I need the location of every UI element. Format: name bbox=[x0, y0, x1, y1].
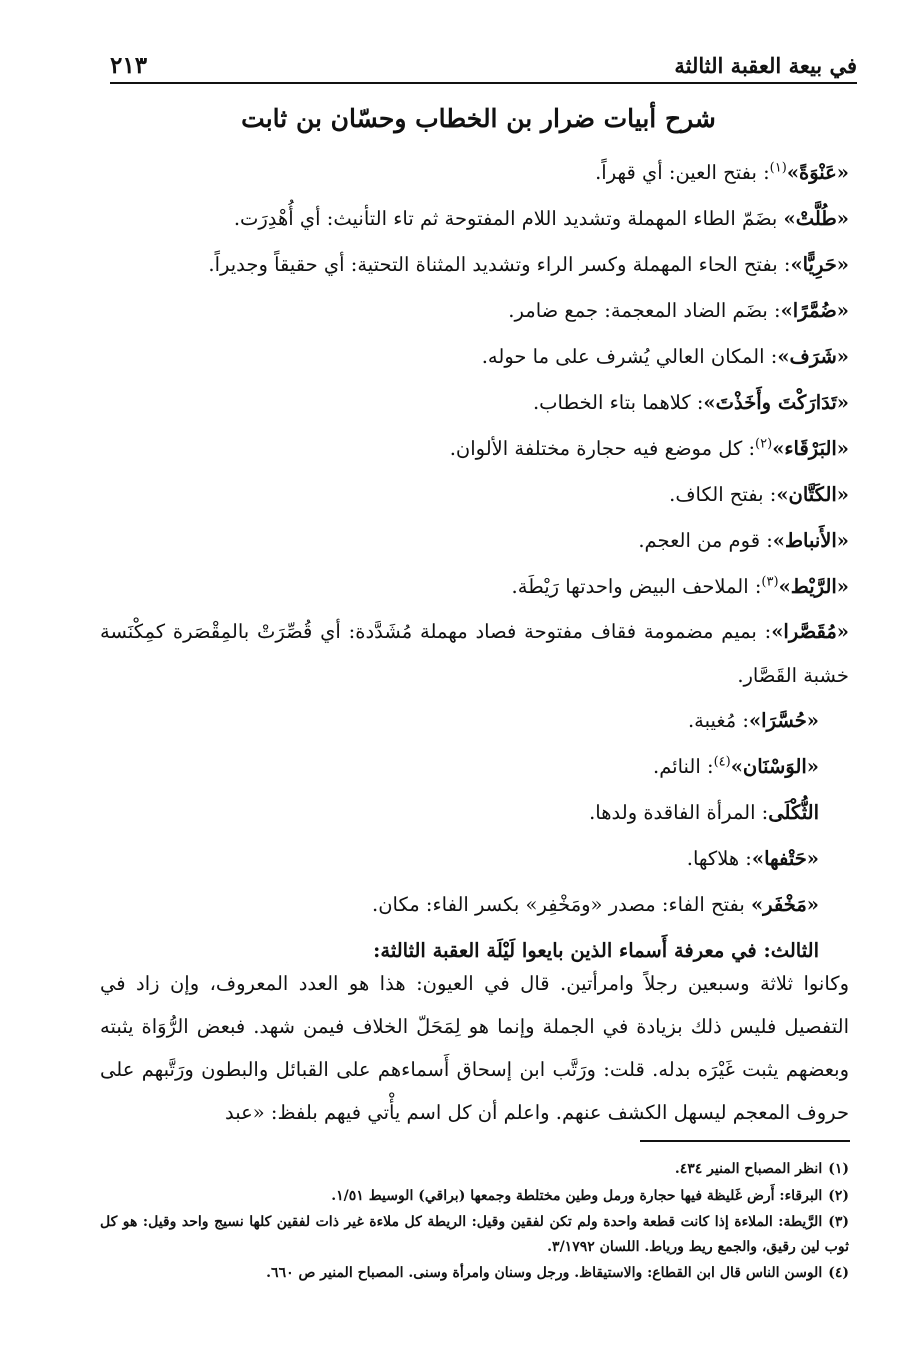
glossary-entry bbox=[100, 744, 849, 790]
entry-term: «البَرْقَاء» bbox=[772, 437, 849, 460]
entry-term: «طُلَّتْ» bbox=[783, 207, 849, 230]
section-title: شرح أبيات ضرار بن الخطاب وحسّان بن ثابت bbox=[241, 104, 716, 133]
page-number: ٢١٣ bbox=[110, 51, 148, 79]
entry-term: «مَخْفَر» bbox=[750, 893, 819, 916]
footnote bbox=[100, 1260, 849, 1287]
entry-definition: : بميم مضمومة فقاف مفتوحة فصاد مهملة مُشَدَّدة: أي قُصِّرَتْ بالمِقْصَرة كمِكْنَسة خشبة القَصَّار. bbox=[100, 620, 849, 687]
footnote-number: (٣) bbox=[828, 1214, 849, 1230]
footnote-number: (١) bbox=[828, 1161, 849, 1177]
entry-definition: : قوم من العجم. bbox=[638, 529, 773, 552]
entry-term: «حُسَّرَا» bbox=[748, 709, 819, 732]
entry-term: «الأَنباط» bbox=[772, 529, 849, 552]
footnote bbox=[100, 1183, 849, 1210]
glossary-entry bbox=[100, 610, 849, 698]
entry-definition: : مُغيبة. bbox=[687, 709, 749, 732]
glossary-entry bbox=[100, 380, 849, 426]
glossary-entry bbox=[100, 150, 849, 196]
footnote-text: الرَّيطة: الملاءة إذا كانت قطعة واحدة ولم تكن لفقين وقيل: الريطة كل ملاءة غير ذات لفقين كلها نسيج واحد وقيل: هو كل ثوب لين رقيق، والجمع ريط ورياط. اللسان ٣/١٧٩٢. bbox=[100, 1214, 849, 1255]
footnote bbox=[100, 1156, 849, 1183]
entry-term: «الوَسْنَان» bbox=[730, 755, 819, 778]
footnote-ref: (٢) bbox=[755, 436, 773, 452]
footnote-text: الوسن الناس قال ابن القطاع: والاستيقاظ. ورجل وسنان وامرأة وسنى. المصباح المنير ص ٦٦٠. bbox=[266, 1265, 823, 1281]
glossary-entry bbox=[100, 518, 849, 564]
footnote-divider bbox=[640, 1140, 850, 1142]
footnote-ref: (٣) bbox=[761, 574, 779, 590]
glossary-entry bbox=[100, 836, 849, 882]
entry-term: «شَرَف» bbox=[777, 345, 849, 368]
glossary-entry bbox=[100, 790, 849, 836]
glossary-entry bbox=[100, 426, 849, 472]
glossary-entry bbox=[100, 242, 849, 288]
footnote-ref: (١) bbox=[769, 160, 787, 176]
running-header bbox=[110, 48, 857, 84]
glossary-entry bbox=[100, 564, 849, 610]
glossary-entry bbox=[100, 288, 849, 334]
entry-definition: : بفتح العين: أي قهراً. bbox=[595, 161, 770, 184]
footnotes-list bbox=[100, 1156, 849, 1287]
entry-definition: : المكان العالي يُشرف على ما حوله. bbox=[481, 345, 778, 368]
entry-definition: : النائم. bbox=[653, 755, 714, 778]
entry-definition: : بفتح الكاف. bbox=[669, 483, 777, 506]
entry-definition: : هلاكها. bbox=[686, 847, 752, 870]
footnote-text: انظر المصباح المنير ٤٣٤. bbox=[674, 1161, 823, 1177]
glossary-entry bbox=[100, 882, 849, 928]
footnote-text: البرقاء: أَرض غَليظة فيها حجارة ورمل وطين مختلطة وجمعها (براقي) الوسيط ١/٥١. bbox=[331, 1188, 823, 1204]
glossary-entry bbox=[100, 196, 849, 242]
footnote-number: (٤) bbox=[828, 1265, 849, 1281]
entry-term: «عَنْوَةً» bbox=[786, 161, 849, 184]
entry-term: «مُقَصَّرا» bbox=[771, 620, 849, 643]
entry-term: الثُّكْلَى bbox=[768, 801, 819, 824]
entry-definition: بضَمّ الطاء المهملة وتشديد اللام المفتوحة ثم تاء التأنيث: أي أُهْدِرَت. bbox=[233, 207, 784, 230]
footnote-number: (٢) bbox=[828, 1188, 849, 1204]
entry-definition: : الملاحف البيض واحدتها رَيْطَة. bbox=[511, 575, 762, 598]
footnote bbox=[100, 1210, 849, 1260]
glossary-list bbox=[100, 150, 849, 974]
entry-definition: : المرأة الفاقدة ولدها. bbox=[589, 801, 769, 824]
subheading-text: الثالث: في معرفة أَسماء الذين بايعوا لَيْلَة العقبة الثالثة: bbox=[373, 939, 819, 962]
entry-definition: بفتح الفاء: مصدر «ومَخْفِر» بكسر الفاء: مكان. bbox=[372, 893, 751, 916]
entry-term: «حَرِيًّا» bbox=[790, 253, 849, 276]
body-paragraph: وكانوا ثلاثة وسبعين رجلاً وامرأتين. قال في العيون: هذا هو العدد المعروف، وإن زاد في التفصيل فليس ذلك بزيادة في الجملة وإنما هو لِمَحَلّ الخلاف فيمن شهد. فبعض الرُّوَاة يثبته وبعضهم يثبت غَيْرَه بدله. قلت: ورَتَّب ابن إسحاق أَسماءهم على القبائل والبطون ورَتَّبهم على حروف المعجم ليسهل الكشف عنهم. واعلم أن كل اسم يأْتي فيهم بلفظ: «عبد bbox=[100, 972, 849, 1124]
entry-definition: : كل موضع فيه حجارة مختلفة الألوان. bbox=[449, 437, 756, 460]
entry-term: «ضُمَّرًا» bbox=[780, 299, 849, 322]
glossary-entry bbox=[100, 472, 849, 518]
entry-term: «تَدَارَكْتَ وأَخَذْتَ» bbox=[703, 391, 849, 414]
running-title: في بيعة العقبة الثالثة bbox=[674, 52, 857, 78]
footnote-ref: (٤) bbox=[713, 754, 731, 770]
glossary-entry bbox=[100, 334, 849, 380]
entry-term: «الرَّيْط» bbox=[778, 575, 849, 598]
glossary-entry bbox=[100, 698, 849, 744]
entry-definition: : كلاهما بتاء الخطاب. bbox=[532, 391, 704, 414]
entry-term: «حَتْفها» bbox=[751, 847, 819, 870]
entry-definition: : بفتح الحاء المهملة وكسر الراء وتشديد المثناة التحتية: أي حقيقاً وجديراً. bbox=[208, 253, 791, 276]
entry-definition: : بضَم الضاد المعجمة: جمع ضامر. bbox=[508, 299, 781, 322]
entry-term: «الكَتَّان» bbox=[776, 483, 849, 506]
